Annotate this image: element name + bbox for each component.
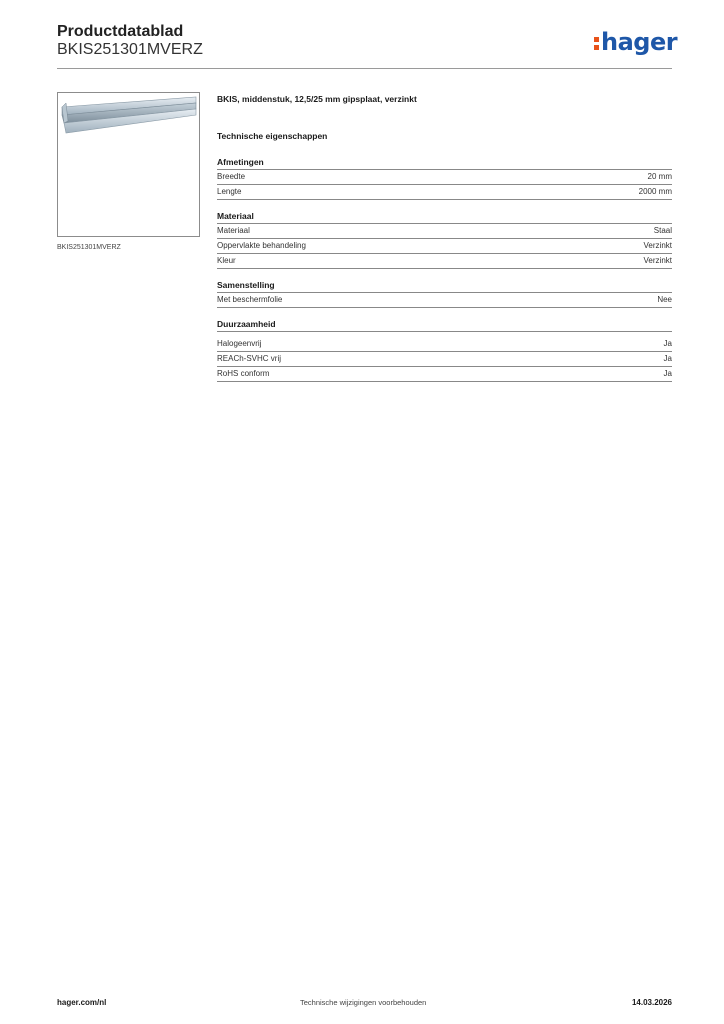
spec-value: 2000 mm [638,187,672,196]
spec-value: Staal [653,226,672,235]
cable-tray-profile-image [58,93,199,236]
spec-value: Ja [663,369,672,378]
logo-text: hager [601,28,678,56]
product-details [217,94,672,392]
section-title: Materiaal [217,210,672,224]
spec-value: 20 mm [647,172,672,181]
spec-value: Nee [657,295,672,304]
document-title: Productdatablad [57,23,184,40]
spec-value: Ja [663,354,672,363]
spec-row [217,352,672,367]
spec-value: Verzinkt [643,256,672,265]
spec-value: Ja [663,339,672,348]
section-materiaal [217,210,672,269]
spec-row [217,224,672,239]
spec-label: Breedte [217,172,246,181]
product-image-frame [57,92,200,237]
spec-label: Met beschermfolie [217,295,283,304]
spec-label: REACh-SVHC vrij [217,354,282,363]
logo-dots-icon [594,34,599,53]
spec-row [217,185,672,200]
footer-website-link[interactable]: hager.com/nl [57,998,107,1007]
section-afmetingen [217,156,672,200]
spec-label: Kleur [217,256,236,265]
spec-row [217,367,672,382]
footer-notice: Technische wijzigingen voorbehouden [300,998,427,1007]
spec-row [217,254,672,269]
section-title: Afmetingen [217,156,672,170]
spec-label: Lengte [217,187,242,196]
section-duurzaamheid [217,318,672,382]
section-title: Samenstelling [217,279,672,293]
product-image-caption: BKIS251301MVERZ [57,244,121,251]
spec-label: RoHS conform [217,369,270,378]
technical-properties-heading: Technische eigenschappen [217,131,328,141]
spec-label: Halogeenvrij [217,339,262,348]
product-code: BKIS251301MVERZ [57,41,203,58]
spec-label: Oppervlakte behandeling [217,241,306,250]
section-title: Duurzaamheid [217,318,672,332]
spec-row [217,337,672,352]
spec-row [217,293,672,308]
footer-date: 14.03.2026 [631,998,672,1007]
product-description: BKIS, middenstuk, 12,5/25 mm gipsplaat, verzinkt [217,94,417,104]
spec-label: Materiaal [217,226,250,235]
section-samenstelling [217,279,672,308]
spec-row [217,239,672,254]
header-divider [57,68,672,69]
spec-value: Verzinkt [643,241,672,250]
spec-row [217,170,672,185]
hager-logo [594,28,677,56]
